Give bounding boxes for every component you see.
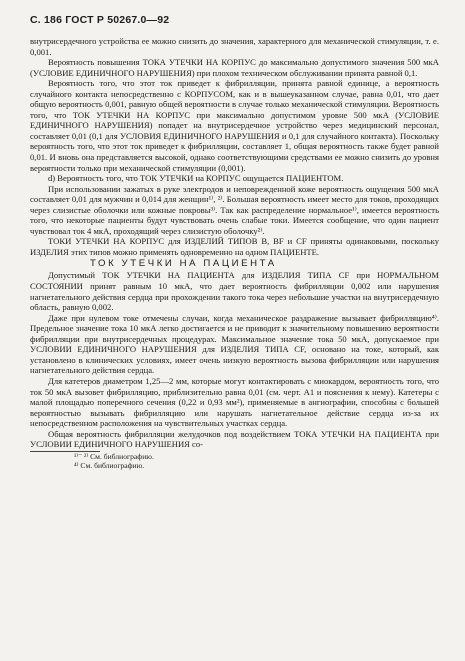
body-text-2 [30, 270, 439, 449]
body-text [30, 36, 439, 257]
section-title: ТОК УТЕЧКИ НА ПАЦИЕНТА [90, 258, 277, 270]
footnote-1: ¹⁾⁻ ²⁾ См. библиографию. [74, 451, 154, 461]
paragraph-p1: внутрисердечного устройства ее можно снизить до значения, характерного для механической стимуляции, т. е. 0,001. [30, 36, 439, 57]
paragraph-p10: Общая вероятность фибрилляции желудочков под воздействием ТОКА УТЕЧКИ НА ПАЦИЕНТА при УСЛОВИИ ЕДИНИЧНОГО НАРУШЕНИЯ со- [30, 428, 439, 450]
page-header: С. 186 ГОСТ Р 50267.0—92 [30, 14, 170, 26]
paragraph-p7: Допустимый ТОК УТЕЧКИ НА ПАЦИЕНТА для ИЗДЕЛИЯ ТИПА CF при НОРМАЛЬНОМ СОСТОЯНИИ принят равным 10 мкА, что дает вероятность фибрилляции 0,002 или нарушения нагнетательного действия сердца при прохождении такого тока через небольшие участки на внутрисердечную область, равную 0,002. [30, 270, 439, 313]
paragraph-p3: Вероятность того, что этот ток приведет к фибрилляции, принята равной единице, а вероятность случайного контакта непосредственно с КОРПУСОМ, как и в вышеуказанном случае, равна 0,01, что дает общую вероятность 0,001, равную общей вероятности в случае только механической стимуляции. Вероятность того, что ТОК УТЕЧКИ НА КОРПУС при максимально допустимом уровне 500 мкА (УСЛОВИЕ ЕДИНИЧНОГО НАРУШЕНИЯ) попадет на внутрисердечное устройство через медицинский персонал, составляет 0,01 (0,1 для УСЛОВИЯ ЕДИНИЧНОГО НАРУШЕНИЯ и 0,1 для случайного контакта). Поскольку вероятность того, что этот ток приведет к фибрилляции, составляет 1, общая вероятность также будет равной 0,01. И вновь она представляется высокой, однако соответствующими средствами ее можно снизить до уровня вероятности только при механической стимуляции (0,001). [30, 78, 439, 173]
footnotes [30, 452, 439, 470]
paragraph-p4: d) Вероятность того, что ТОК УТЕЧКИ на КОРПУС ощущается ПАЦИЕНТОМ. [48, 173, 344, 184]
paragraph-p6: ТОКИ УТЕЧКИ НА КОРПУС для ИЗДЕЛИЙ ТИПОВ В, ВF и CF приняты одинаковыми, поскольку ИЗДЕЛИЯ этих типов можно применять одновременно на одном ПАЦИЕНТЕ. [30, 236, 439, 257]
paragraph-p5: При использовании зажатых в руке электродов и неповрежденной коже вероятность ощущения 500 мкА составляет 0,01 для мужчин и 0,014 для женщин¹⁾, ²⁾. Большая вероятность имеет место для токов, проходящих через слизистые оболочки или кожные покровы³⁾. Так как распределение нормальное¹⁾, имеется вероятность того, что некоторые пациенты будут чувствовать очень слабые токи. Имеется сообщение, что один пациент чувствовал ток 4 мкА, проходящий через слизистую оболочку²⁾. [30, 183, 439, 236]
footnote-2: ⁴⁾ См. библиографию. [74, 460, 145, 470]
paragraph-p2: Вероятность повышения ТОКА УТЕЧКИ НА КОРПУС до максимально допустимого значения 500 мкА (УСЛОВИЕ ЕДИНИЧНОГО НАРУШЕНИЯ) при плохом техническом обслуживании принята равной 0,1. [30, 57, 439, 78]
paragraph-p9: Для катетеров диаметром 1,25—2 мм, которые могут контактировать с миокардом, вероятность того, что ток 50 мкА вызовет фибрилляцию, приблизительно равна 0,01 (см. черт. А1 и пояснения к нему). Катетеры с малой площадью поперечного сечения (0,22 и 0,93 мм²), применяемые в ангиографии, способны с большей вероятностью вызывать фибрилляцию или нарушать нагнетательное действие сердца из-за их непосредственном расположения на чувствительных участках сердца. [30, 375, 439, 429]
paragraph-p8: Даже при нулевом токе отмечены случаи, когда механическое раздражение вызывает фибрилляцию⁴⁾. Предельное значение тока 10 мкА легко достигается и не приводит к значительному повышению вероятности фибрилляции при внутрисердечных процедурах. Максимальное значение тока 50 мкА, допускаемое при УСЛОВИИ ЕДИНИЧНОГО НАРУШЕНИЯ для ИЗДЕЛИЯ ТИПА CF, основано на токе, который, как установлено в клинических условиях, имеет очень низкую вероятность вызова фибрилляции или нарушения нагнетательного действия сердца. [30, 312, 439, 376]
